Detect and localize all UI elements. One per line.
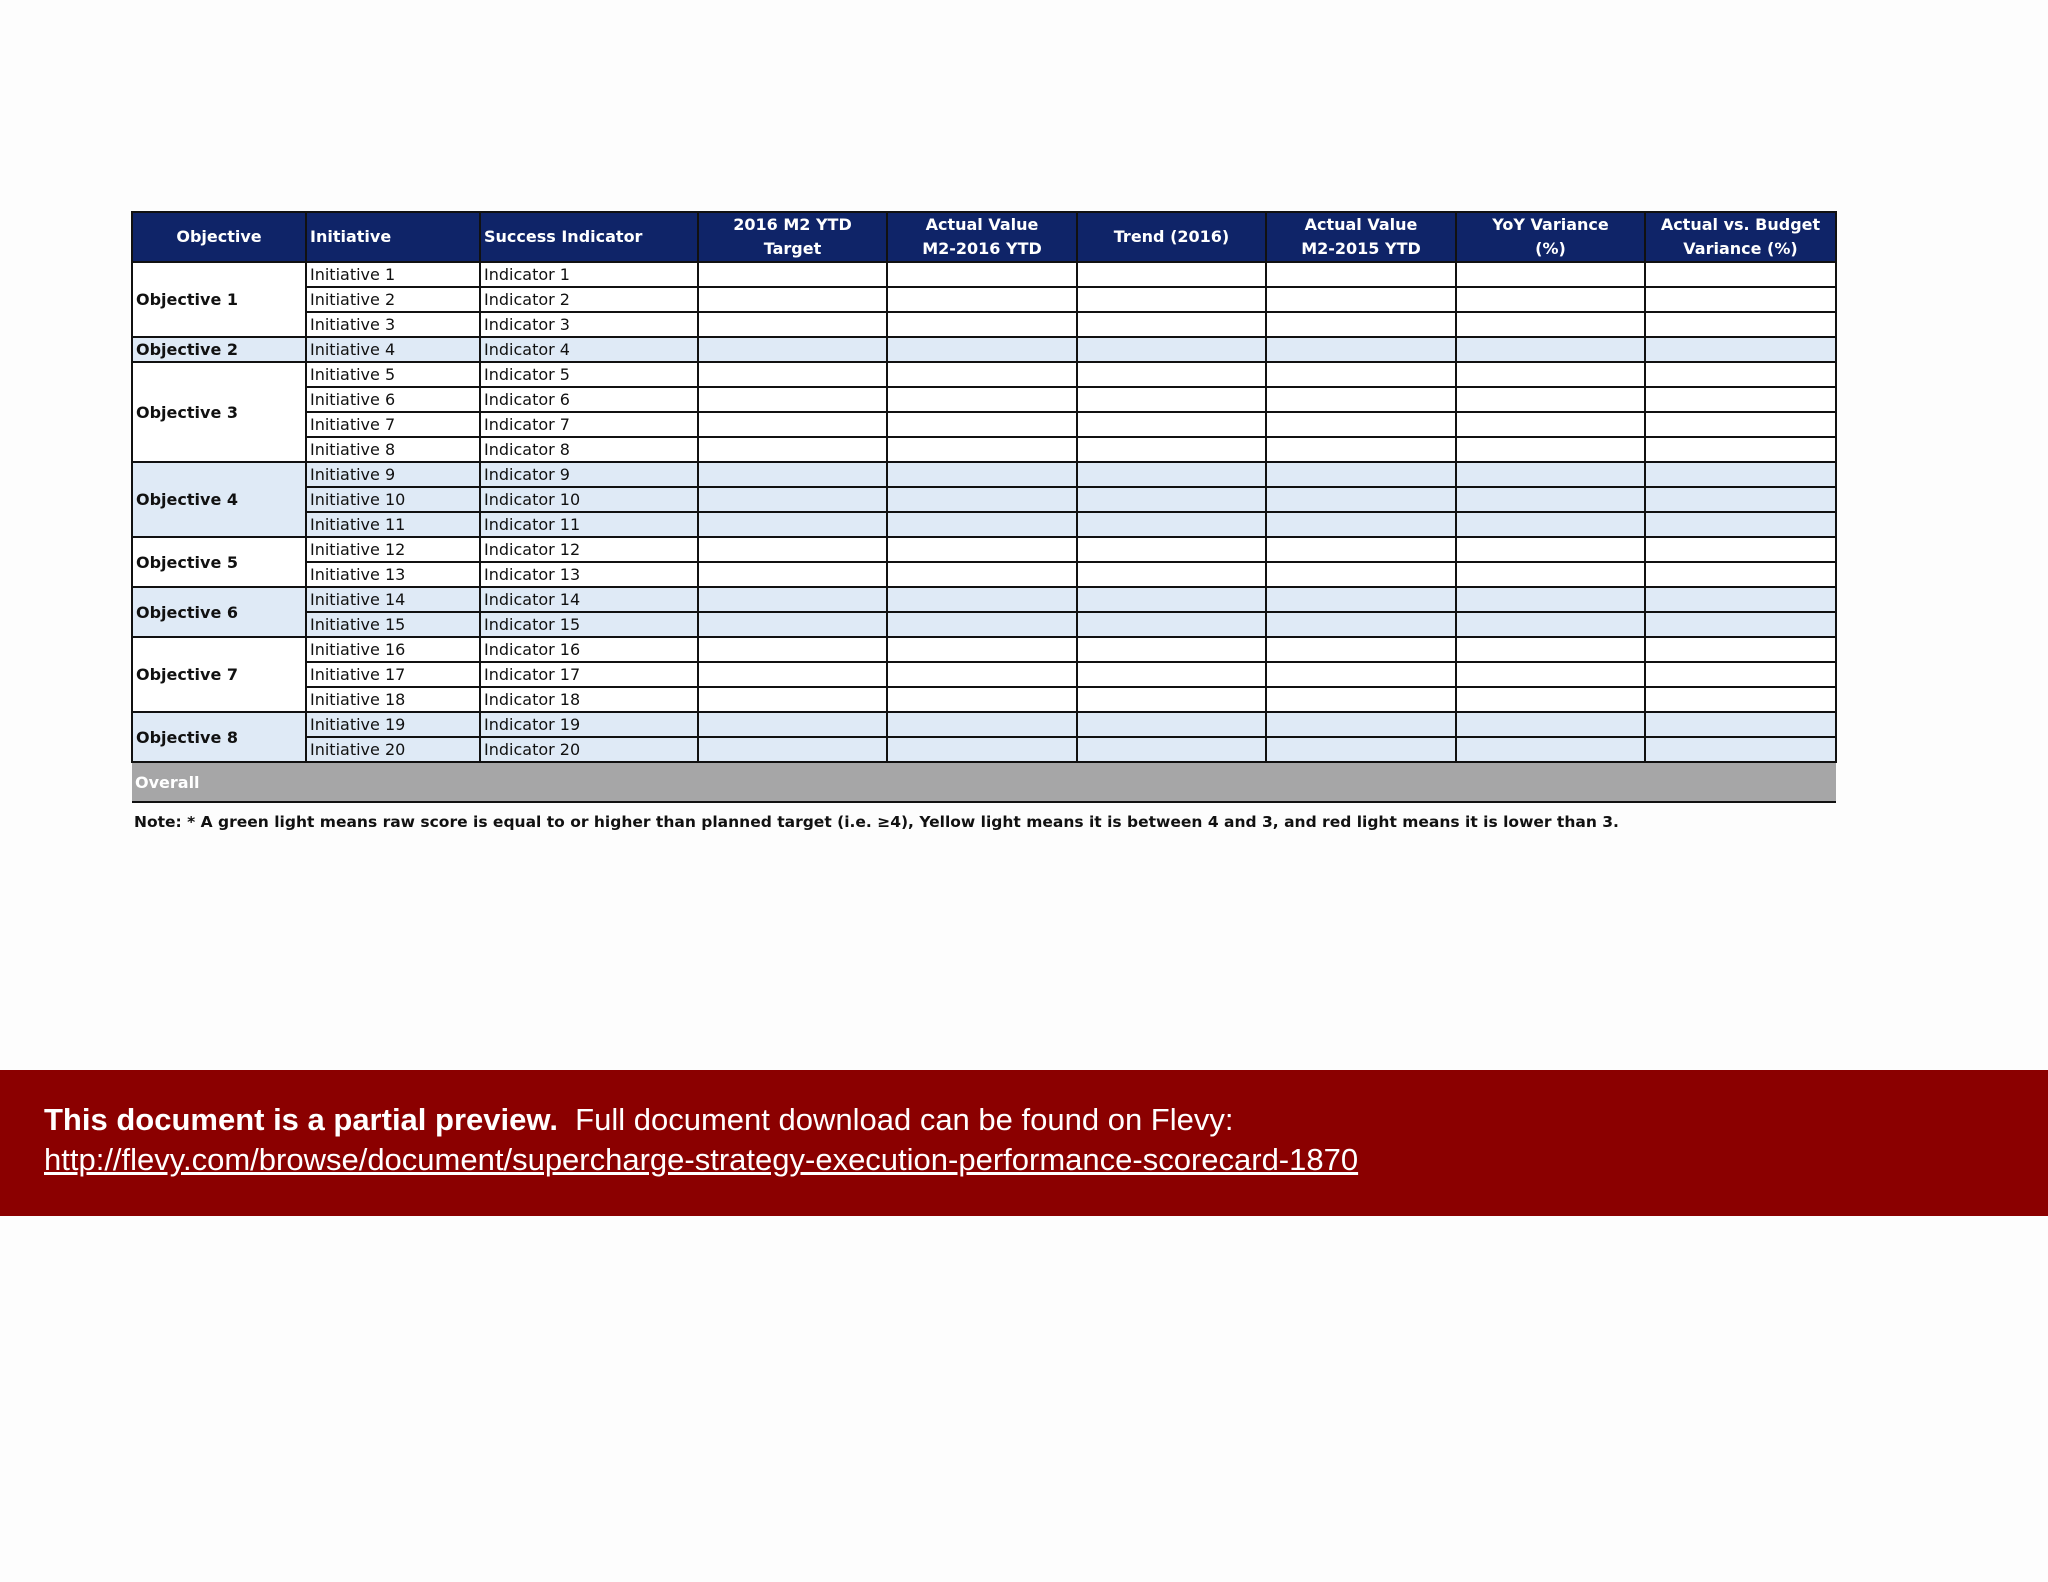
- value-cell: [1077, 312, 1266, 337]
- value-cell: [1266, 512, 1456, 537]
- value-cell: [1077, 587, 1266, 612]
- value-cell: [1077, 412, 1266, 437]
- value-cell: [1456, 612, 1645, 637]
- value-cell: [698, 362, 887, 387]
- table-row: [132, 637, 1836, 662]
- footnote: Note: * A green light means raw score is equal to or higher than planned target (i.e. ≥4), Yellow light means it is between 4 and 3, and red light means it is lower than 3.: [134, 813, 1619, 831]
- value-cell: [1266, 587, 1456, 612]
- initiative-cell: Initiative 11: [306, 512, 480, 537]
- value-cell: [1077, 562, 1266, 587]
- initiative-cell: Initiative 9: [306, 462, 480, 487]
- initiative-cell: Initiative 2: [306, 287, 480, 312]
- value-cell: [1266, 637, 1456, 662]
- value-cell: [1266, 412, 1456, 437]
- value-cell: [698, 512, 887, 537]
- header-initiative: Initiative: [306, 212, 480, 262]
- value-cell: [1456, 412, 1645, 437]
- value-cell: [1456, 262, 1645, 287]
- value-cell: [887, 362, 1077, 387]
- banner-text: Full document download can be found on Flevy:: [575, 1102, 1234, 1137]
- value-cell: [887, 537, 1077, 562]
- initiative-cell: Initiative 3: [306, 312, 480, 337]
- value-cell: [1645, 587, 1836, 612]
- table-row: [132, 487, 1836, 512]
- indicator-cell: Indicator 12: [480, 537, 698, 562]
- value-cell: [698, 537, 887, 562]
- value-cell: [1456, 487, 1645, 512]
- value-cell: [1077, 437, 1266, 462]
- value-cell: [1266, 287, 1456, 312]
- indicator-cell: Indicator 14: [480, 587, 698, 612]
- value-cell: [887, 262, 1077, 287]
- value-cell: [1077, 387, 1266, 412]
- value-cell: [698, 712, 887, 737]
- value-cell: [887, 287, 1077, 312]
- indicator-cell: Indicator 7: [480, 412, 698, 437]
- value-cell: [1266, 337, 1456, 362]
- indicator-cell: Indicator 10: [480, 487, 698, 512]
- indicator-cell: Indicator 4: [480, 337, 698, 362]
- value-cell: [698, 587, 887, 612]
- scorecard-table: [131, 211, 1837, 803]
- indicator-cell: Indicator 20: [480, 737, 698, 762]
- indicator-cell: Indicator 6: [480, 387, 698, 412]
- indicator-cell: Indicator 15: [480, 612, 698, 637]
- value-cell: [1456, 437, 1645, 462]
- value-cell: [887, 637, 1077, 662]
- table-row: [132, 562, 1836, 587]
- value-cell: [1077, 512, 1266, 537]
- initiative-cell: Initiative 6: [306, 387, 480, 412]
- table-row: [132, 687, 1836, 712]
- value-cell: [698, 487, 887, 512]
- value-cell: [698, 387, 887, 412]
- initiative-cell: Initiative 12: [306, 537, 480, 562]
- value-cell: [1456, 712, 1645, 737]
- value-cell: [887, 737, 1077, 762]
- value-cell: [1077, 337, 1266, 362]
- value-cell: [887, 462, 1077, 487]
- value-cell: [1456, 737, 1645, 762]
- value-cell: [1645, 262, 1836, 287]
- value-cell: [698, 437, 887, 462]
- initiative-cell: Initiative 8: [306, 437, 480, 462]
- value-cell: [1456, 537, 1645, 562]
- value-cell: [698, 662, 887, 687]
- value-cell: [887, 387, 1077, 412]
- table-row: [132, 512, 1836, 537]
- value-cell: [887, 662, 1077, 687]
- table-row: [132, 587, 1836, 612]
- value-cell: [698, 737, 887, 762]
- banner-bold-text: This document is a partial preview.: [44, 1102, 558, 1137]
- value-cell: [1266, 462, 1456, 487]
- header-ytd-target: 2016 M2 YTD Target: [698, 212, 887, 262]
- initiative-cell: Initiative 4: [306, 337, 480, 362]
- table-row: [132, 537, 1836, 562]
- indicator-cell: Indicator 19: [480, 712, 698, 737]
- value-cell: [1645, 637, 1836, 662]
- overall-label: Overall: [132, 762, 1836, 802]
- value-cell: [698, 687, 887, 712]
- value-cell: [1077, 362, 1266, 387]
- value-cell: [1456, 637, 1645, 662]
- value-cell: [1645, 312, 1836, 337]
- value-cell: [887, 687, 1077, 712]
- value-cell: [698, 337, 887, 362]
- indicator-cell: Indicator 13: [480, 562, 698, 587]
- value-cell: [1077, 637, 1266, 662]
- indicator-cell: Indicator 2: [480, 287, 698, 312]
- value-cell: [887, 312, 1077, 337]
- value-cell: [1266, 262, 1456, 287]
- value-cell: [1266, 387, 1456, 412]
- value-cell: [1645, 512, 1836, 537]
- value-cell: [887, 612, 1077, 637]
- value-cell: [698, 462, 887, 487]
- header-actual-2016: Actual Value M2-2016 YTD: [887, 212, 1077, 262]
- table-row: [132, 387, 1836, 412]
- overall-row: [132, 762, 1836, 802]
- value-cell: [1266, 487, 1456, 512]
- value-cell: [1645, 562, 1836, 587]
- initiative-cell: Initiative 10: [306, 487, 480, 512]
- value-cell: [1077, 537, 1266, 562]
- preview-banner: [0, 1070, 2048, 1216]
- initiative-cell: Initiative 1: [306, 262, 480, 287]
- value-cell: [887, 512, 1077, 537]
- table-row: [132, 662, 1836, 687]
- value-cell: [698, 312, 887, 337]
- value-cell: [1077, 462, 1266, 487]
- value-cell: [1645, 462, 1836, 487]
- value-cell: [887, 487, 1077, 512]
- value-cell: [1645, 487, 1836, 512]
- objective-cell: Objective 1: [132, 262, 306, 337]
- value-cell: [1456, 662, 1645, 687]
- value-cell: [1645, 712, 1836, 737]
- objective-cell: Objective 8: [132, 712, 306, 762]
- indicator-cell: Indicator 5: [480, 362, 698, 387]
- value-cell: [1077, 737, 1266, 762]
- value-cell: [1645, 362, 1836, 387]
- value-cell: [1266, 362, 1456, 387]
- value-cell: [1266, 562, 1456, 587]
- indicator-cell: Indicator 1: [480, 262, 698, 287]
- header-objective: Objective: [132, 212, 306, 262]
- initiative-cell: Initiative 14: [306, 587, 480, 612]
- table-row: [132, 437, 1836, 462]
- objective-cell: Objective 2: [132, 337, 306, 362]
- indicator-cell: Indicator 18: [480, 687, 698, 712]
- value-cell: [1456, 512, 1645, 537]
- header-success-indicator: Success Indicator: [480, 212, 698, 262]
- table-row: [132, 337, 1836, 362]
- value-cell: [1645, 337, 1836, 362]
- value-cell: [1266, 612, 1456, 637]
- value-cell: [887, 562, 1077, 587]
- value-cell: [1645, 387, 1836, 412]
- initiative-cell: Initiative 17: [306, 662, 480, 687]
- value-cell: [1077, 662, 1266, 687]
- indicator-cell: Indicator 17: [480, 662, 698, 687]
- initiative-cell: Initiative 20: [306, 737, 480, 762]
- table-row: [132, 737, 1836, 762]
- value-cell: [1645, 537, 1836, 562]
- initiative-cell: Initiative 18: [306, 687, 480, 712]
- header-yoy-variance: YoY Variance (%): [1456, 212, 1645, 262]
- value-cell: [1456, 337, 1645, 362]
- value-cell: [1645, 612, 1836, 637]
- initiative-cell: Initiative 13: [306, 562, 480, 587]
- scorecard-body: [132, 262, 1836, 762]
- value-cell: [887, 587, 1077, 612]
- banner-link[interactable]: http://flevy.com/browse/document/supercharge-strategy-execution-performance-scorecard-1870: [44, 1142, 1359, 1177]
- indicator-cell: Indicator 16: [480, 637, 698, 662]
- value-cell: [1077, 487, 1266, 512]
- value-cell: [887, 337, 1077, 362]
- initiative-cell: Initiative 5: [306, 362, 480, 387]
- value-cell: [1266, 312, 1456, 337]
- objective-cell: Objective 3: [132, 362, 306, 462]
- initiative-cell: Initiative 16: [306, 637, 480, 662]
- value-cell: [1266, 437, 1456, 462]
- table-row: [132, 262, 1836, 287]
- value-cell: [698, 562, 887, 587]
- value-cell: [1456, 587, 1645, 612]
- value-cell: [698, 412, 887, 437]
- value-cell: [1645, 687, 1836, 712]
- indicator-cell: Indicator 9: [480, 462, 698, 487]
- value-cell: [887, 437, 1077, 462]
- initiative-cell: Initiative 19: [306, 712, 480, 737]
- indicator-cell: Indicator 3: [480, 312, 698, 337]
- value-cell: [1645, 662, 1836, 687]
- table-header-row: [132, 212, 1836, 262]
- value-cell: [1266, 537, 1456, 562]
- header-trend: Trend (2016): [1077, 212, 1266, 262]
- value-cell: [698, 637, 887, 662]
- table-row: [132, 712, 1836, 737]
- table-row: [132, 312, 1836, 337]
- value-cell: [1266, 662, 1456, 687]
- value-cell: [698, 612, 887, 637]
- value-cell: [1077, 712, 1266, 737]
- table-row: [132, 362, 1836, 387]
- value-cell: [1645, 737, 1836, 762]
- value-cell: [1456, 312, 1645, 337]
- value-cell: [1456, 362, 1645, 387]
- table-row: [132, 612, 1836, 637]
- value-cell: [698, 262, 887, 287]
- banner-message: [44, 1102, 1233, 1138]
- value-cell: [1456, 562, 1645, 587]
- table-row: [132, 412, 1836, 437]
- value-cell: [1645, 287, 1836, 312]
- value-cell: [1645, 412, 1836, 437]
- indicator-cell: Indicator 8: [480, 437, 698, 462]
- value-cell: [1456, 387, 1645, 412]
- value-cell: [1456, 687, 1645, 712]
- value-cell: [1266, 687, 1456, 712]
- value-cell: [698, 287, 887, 312]
- value-cell: [1077, 287, 1266, 312]
- initiative-cell: Initiative 7: [306, 412, 480, 437]
- objective-cell: Objective 6: [132, 587, 306, 637]
- indicator-cell: Indicator 11: [480, 512, 698, 537]
- value-cell: [1456, 287, 1645, 312]
- value-cell: [1645, 437, 1836, 462]
- table-row: [132, 462, 1836, 487]
- value-cell: [1077, 612, 1266, 637]
- value-cell: [887, 712, 1077, 737]
- objective-cell: Objective 5: [132, 537, 306, 587]
- scorecard: [131, 211, 1835, 831]
- value-cell: [1456, 462, 1645, 487]
- objective-cell: Objective 4: [132, 462, 306, 537]
- value-cell: [1266, 712, 1456, 737]
- value-cell: [1266, 737, 1456, 762]
- header-actual-2015: Actual Value M2-2015 YTD: [1266, 212, 1456, 262]
- value-cell: [1077, 687, 1266, 712]
- table-row: [132, 287, 1836, 312]
- objective-cell: Objective 7: [132, 637, 306, 712]
- value-cell: [887, 412, 1077, 437]
- header-budget-variance: Actual vs. Budget Variance (%): [1645, 212, 1836, 262]
- value-cell: [1077, 262, 1266, 287]
- initiative-cell: Initiative 15: [306, 612, 480, 637]
